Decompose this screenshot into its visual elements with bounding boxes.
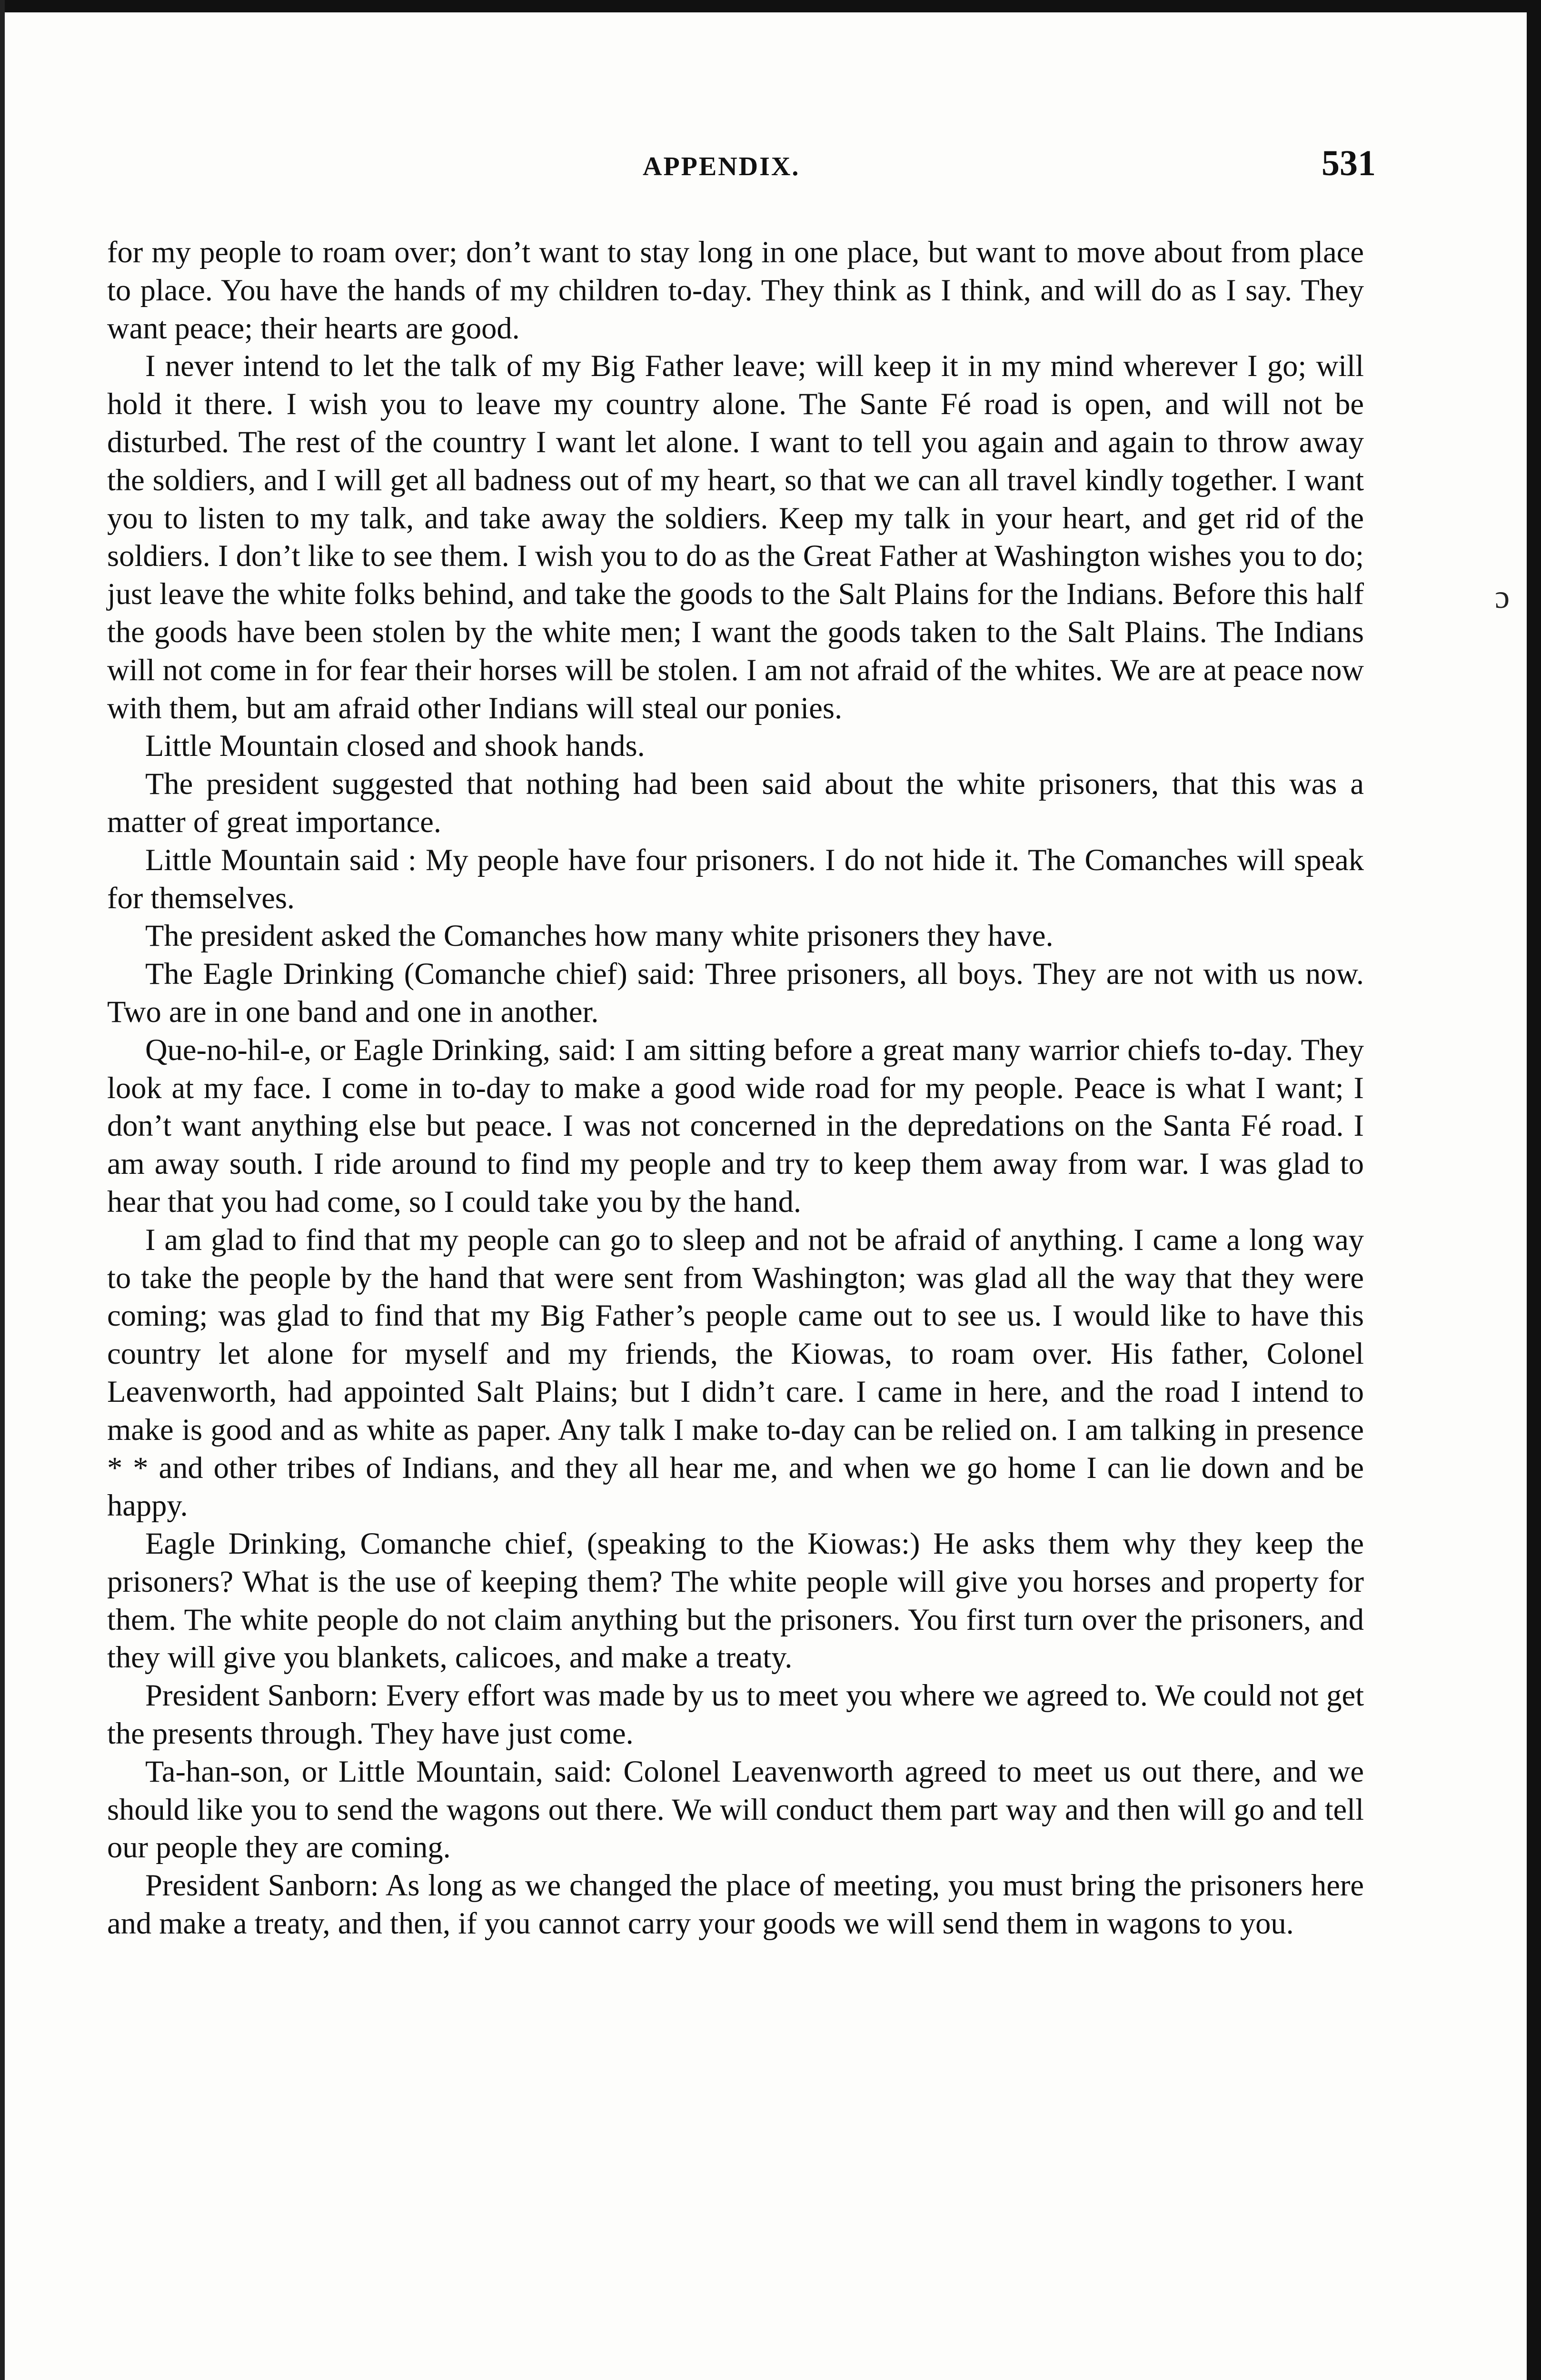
paragraph: The president asked the Comanches how many white prisoners they have. — [145, 919, 1054, 953]
paragraph: President Sanborn: Every effort was made by us to meet you where we agreed to. We could not get the presents through. They have just come. — [107, 1678, 1364, 1751]
paragraph: for my people to roam over; don’t want to stay long in one place, but want to move about from place to place. You have the hands of my children to-day. They think as I think, and will do as I say. They want peace; their hearts are good. — [107, 235, 1364, 345]
running-head — [109, 143, 1376, 186]
scan-edge-left — [0, 0, 5, 2380]
scan-edge-right — [1527, 0, 1541, 2380]
paragraph: The Eagle Drinking (Comanche chief) said: Three prisoners, all boys. They are not with us now. Two are in one band and one in another. — [107, 957, 1364, 1029]
paragraph: I am glad to find that my people can go to sleep and not be afraid of anything. I came a long way to take the people by the hand that were sent from Washington; was glad all the way that they were coming; was glad to find that my Big Father’s people came out to see us. I would like to have this country let alone for myself and my friends, the Kiowas, to roam over. His father, Colonel Leavenworth, had appointed Salt Plains; but I didn’t care. I came in here, and the road I intend to make is good and as white as paper. Any talk I make to-day can be relied on. I am talking in presence * * and other tribes of Indians, and they all hear me, and when we go home I can lie down and be happy. — [107, 1222, 1364, 1523]
section-title: APPENDIX. — [643, 152, 800, 181]
page-number: 531 — [1322, 143, 1376, 183]
paragraph: Little Mountain said : My people have four prisoners. I do not hide it. The Comanches will speak for themselves. — [107, 843, 1364, 915]
paragraph: Eagle Drinking, Comanche chief, (speaking to the Kiowas:) He asks them why they keep the prisoners? What is the use of keeping them? The white people will give you horses and property for them. The white people do not claim anything but the prisoners. You first turn over the prisoners, and they will give you blankets, calicoes, and make a treaty. — [107, 1527, 1364, 1675]
scan-edge-top — [0, 0, 1541, 12]
paragraph: Que-no-hil-e, or Eagle Drinking, said: I am sitting before a great many warrior chiefs to-day. They look at my face. I come in to-day to make a good wide road for my people. Peace is what I want; I don’t want anything else but peace. I was not concerned in the depredations on the Santa Fé road. I am away south. I ride around to find my people and try to keep them away from war. I was glad to hear that you had come, so I could take you by the hand. — [107, 1032, 1364, 1219]
paragraph: The president suggested that nothing had been said about the white prisoners, that this was a matter of great importance. — [107, 767, 1364, 839]
body-text — [107, 233, 1364, 1943]
paragraph: Ta-han-son, or Little Mountain, said: Colonel Leavenworth agreed to meet us out there, and we should like you to send the wagons out there. We will conduct them part way and then will go and tell our people they are coming. — [107, 1754, 1364, 1864]
paragraph: President Sanborn: As long as we changed the place of meeting, you must bring the prisoners here and make a treaty, and then, if you cannot carry your goods we will send them in wagons to you. — [107, 1868, 1364, 1941]
paragraph: I never intend to let the talk of my Big Father leave; will keep it in my mind wherever I go; will hold it there. I wish you to leave my country alone. The Sante Fé road is open, and will not be disturbed. The rest of the country I want let alone. I want to tell you again and again to throw away the soldiers, and I will get all badness out of my heart, so that we can all travel kindly together. I want you to listen to my talk, and take away the soldiers. Keep my talk in your heart, and get rid of the soldiers. I don’t like to see them. I wish you to do as the Great Father at Washington wishes you to do; just leave the white folks behind, and take the goods to the Salt Plains for the Indians. Before this half the goods have been stolen by the white men; I want the goods taken to the Salt Plains. The Indians will not come in for fear their horses will be stolen. I am not afraid of the whites. We are at peace now with them, but am afraid other Indians will steal our ponies. — [107, 349, 1364, 725]
paragraph: Little Mountain closed and shook hands. — [145, 729, 645, 763]
margin-mark: ɔ — [1495, 579, 1510, 615]
